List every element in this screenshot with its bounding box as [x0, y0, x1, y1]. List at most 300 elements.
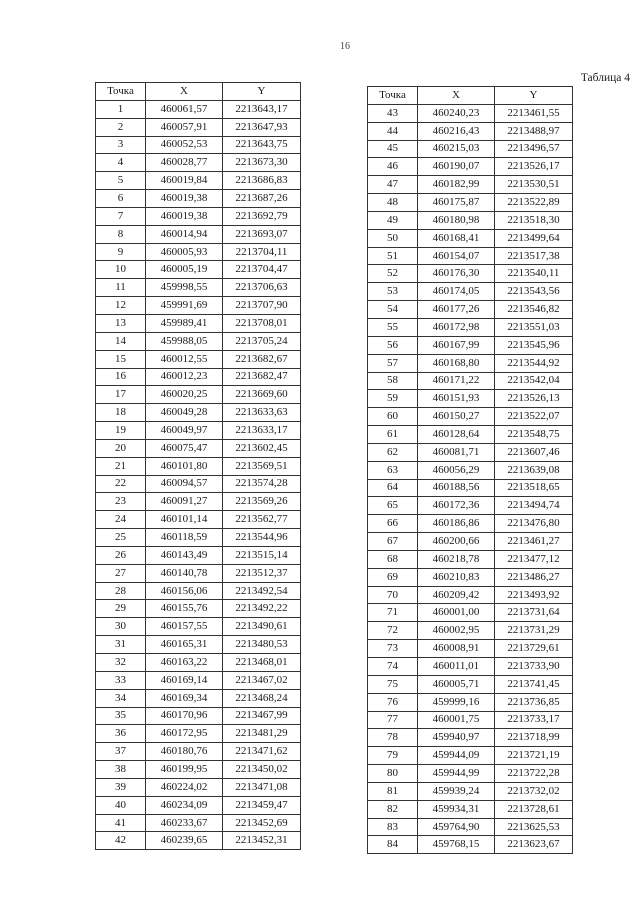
- x-cell: 460012,23: [146, 368, 223, 386]
- table-row: [96, 725, 301, 743]
- x-cell: 459999,16: [418, 693, 495, 711]
- y-cell: 2213704,47: [223, 261, 301, 279]
- x-cell: 460049,28: [146, 404, 223, 422]
- point-cell: 76: [368, 693, 418, 711]
- point-cell: 46: [368, 158, 418, 176]
- y-cell: 2213643,17: [223, 100, 301, 118]
- y-cell: 2213518,65: [495, 479, 573, 497]
- y-cell: 2213522,07: [495, 408, 573, 426]
- table-row: [96, 832, 301, 850]
- x-cell: 460101,80: [146, 457, 223, 475]
- x-cell: 460143,49: [146, 546, 223, 564]
- y-cell: 2213721,19: [495, 747, 573, 765]
- table-row: [368, 782, 573, 800]
- x-cell: 460188,56: [418, 479, 495, 497]
- x-cell: 460001,75: [418, 711, 495, 729]
- x-cell: 460199,95: [146, 761, 223, 779]
- y-cell: 2213729,61: [495, 640, 573, 658]
- table-row: [96, 707, 301, 725]
- y-cell: 2213515,14: [223, 546, 301, 564]
- x-cell: 460061,57: [146, 100, 223, 118]
- point-cell: 53: [368, 283, 418, 301]
- point-cell: 20: [96, 439, 146, 457]
- y-cell: 2213452,69: [223, 814, 301, 832]
- y-cell: 2213480,53: [223, 636, 301, 654]
- table-row: [368, 765, 573, 783]
- x-cell: 460239,65: [146, 832, 223, 850]
- coordinates-table-left: [95, 82, 301, 850]
- x-cell: 460186,86: [418, 515, 495, 533]
- y-cell: 2213490,61: [223, 618, 301, 636]
- x-cell: 460019,38: [146, 190, 223, 208]
- table-row: [96, 618, 301, 636]
- point-cell: 68: [368, 550, 418, 568]
- y-cell: 2213707,90: [223, 297, 301, 315]
- header-y: Y: [495, 87, 573, 105]
- point-cell: 81: [368, 782, 418, 800]
- table-row: [96, 297, 301, 315]
- point-cell: 57: [368, 354, 418, 372]
- x-cell: 460150,27: [418, 408, 495, 426]
- point-cell: 61: [368, 426, 418, 444]
- point-cell: 67: [368, 533, 418, 551]
- point-cell: 84: [368, 836, 418, 854]
- x-cell: 460156,06: [146, 582, 223, 600]
- x-cell: 460118,59: [146, 529, 223, 547]
- y-cell: 2213718,99: [495, 729, 573, 747]
- x-cell: 460101,14: [146, 511, 223, 529]
- y-cell: 2213733,17: [495, 711, 573, 729]
- point-cell: 71: [368, 604, 418, 622]
- y-cell: 2213492,54: [223, 582, 301, 600]
- point-cell: 58: [368, 372, 418, 390]
- table-row: [368, 533, 573, 551]
- point-cell: 10: [96, 261, 146, 279]
- point-cell: 64: [368, 479, 418, 497]
- x-cell: 460151,93: [418, 390, 495, 408]
- table-row: [368, 336, 573, 354]
- point-cell: 82: [368, 800, 418, 818]
- point-cell: 79: [368, 747, 418, 765]
- table-header-row: [96, 83, 301, 101]
- x-cell: 459988,05: [146, 332, 223, 350]
- x-cell: 460224,02: [146, 778, 223, 796]
- point-cell: 22: [96, 475, 146, 493]
- x-cell: 460157,55: [146, 618, 223, 636]
- point-cell: 7: [96, 207, 146, 225]
- y-cell: 2213540,11: [495, 265, 573, 283]
- y-cell: 2213526,17: [495, 158, 573, 176]
- table-row: [368, 247, 573, 265]
- point-cell: 17: [96, 386, 146, 404]
- x-cell: 460001,00: [418, 604, 495, 622]
- table-row: [96, 475, 301, 493]
- x-cell: 459944,99: [418, 765, 495, 783]
- table-row: [368, 104, 573, 122]
- point-cell: 24: [96, 511, 146, 529]
- x-cell: 459939,24: [418, 782, 495, 800]
- y-cell: 2213669,60: [223, 386, 301, 404]
- x-cell: 460174,05: [418, 283, 495, 301]
- y-cell: 2213459,47: [223, 796, 301, 814]
- table-row: [368, 658, 573, 676]
- x-cell: 460002,95: [418, 622, 495, 640]
- point-cell: 3: [96, 136, 146, 154]
- y-cell: 2213548,75: [495, 426, 573, 444]
- table-row: [96, 386, 301, 404]
- y-cell: 2213633,63: [223, 404, 301, 422]
- table-row: [368, 318, 573, 336]
- table-row: [368, 640, 573, 658]
- point-cell: 78: [368, 729, 418, 747]
- table-row: [368, 818, 573, 836]
- x-cell: 459998,55: [146, 279, 223, 297]
- x-cell: 459768,15: [418, 836, 495, 854]
- table-row: [368, 426, 573, 444]
- table-row: [96, 778, 301, 796]
- y-cell: 2213545,96: [495, 336, 573, 354]
- table-row: [96, 118, 301, 136]
- x-cell: 460180,98: [418, 211, 495, 229]
- table-header-row: [368, 87, 573, 105]
- x-cell: 460014,94: [146, 225, 223, 243]
- table-row: [96, 796, 301, 814]
- x-cell: 460216,43: [418, 122, 495, 140]
- y-cell: 2213673,30: [223, 154, 301, 172]
- x-cell: 459764,90: [418, 818, 495, 836]
- table-row: [96, 350, 301, 368]
- table-row: [96, 761, 301, 779]
- y-cell: 2213522,89: [495, 194, 573, 212]
- table-row: [368, 675, 573, 693]
- table-row: [96, 636, 301, 654]
- y-cell: 2213732,02: [495, 782, 573, 800]
- y-cell: 2213471,08: [223, 778, 301, 796]
- table-row: [368, 229, 573, 247]
- table-row: [96, 332, 301, 350]
- x-cell: 460172,98: [418, 318, 495, 336]
- table-row: [96, 261, 301, 279]
- header-x: X: [146, 83, 223, 101]
- y-cell: 2213693,07: [223, 225, 301, 243]
- x-cell: 460172,95: [146, 725, 223, 743]
- x-cell: 460182,99: [418, 176, 495, 194]
- header-y: Y: [223, 83, 301, 101]
- point-cell: 74: [368, 658, 418, 676]
- y-cell: 2213574,28: [223, 475, 301, 493]
- y-cell: 2213543,56: [495, 283, 573, 301]
- x-cell: 460168,41: [418, 229, 495, 247]
- table-row: [368, 479, 573, 497]
- y-cell: 2213705,24: [223, 332, 301, 350]
- point-cell: 35: [96, 707, 146, 725]
- point-cell: 50: [368, 229, 418, 247]
- x-cell: 460209,42: [418, 586, 495, 604]
- table-row: [96, 225, 301, 243]
- point-cell: 21: [96, 457, 146, 475]
- y-cell: 2213461,55: [495, 104, 573, 122]
- point-cell: 12: [96, 297, 146, 315]
- y-cell: 2213544,92: [495, 354, 573, 372]
- header-x: X: [418, 87, 495, 105]
- x-cell: 460200,66: [418, 533, 495, 551]
- x-cell: 460028,77: [146, 154, 223, 172]
- table-row: [96, 243, 301, 261]
- point-cell: 19: [96, 422, 146, 440]
- point-cell: 31: [96, 636, 146, 654]
- table-row: [96, 279, 301, 297]
- x-cell: 460210,83: [418, 568, 495, 586]
- x-cell: 460163,22: [146, 654, 223, 672]
- table-row: [96, 457, 301, 475]
- y-cell: 2213517,38: [495, 247, 573, 265]
- y-cell: 2213569,26: [223, 493, 301, 511]
- table-row: [96, 493, 301, 511]
- table-row: [96, 600, 301, 618]
- y-cell: 2213687,26: [223, 190, 301, 208]
- x-cell: 460190,07: [418, 158, 495, 176]
- table-row: [368, 497, 573, 515]
- point-cell: 2: [96, 118, 146, 136]
- point-cell: 65: [368, 497, 418, 515]
- point-cell: 1: [96, 100, 146, 118]
- y-cell: 2213704,11: [223, 243, 301, 261]
- table-row: [368, 443, 573, 461]
- y-cell: 2213647,93: [223, 118, 301, 136]
- point-cell: 34: [96, 689, 146, 707]
- point-cell: 6: [96, 190, 146, 208]
- table-row: [368, 622, 573, 640]
- x-cell: 460168,80: [418, 354, 495, 372]
- y-cell: 2213551,03: [495, 318, 573, 336]
- point-cell: 23: [96, 493, 146, 511]
- table-row: [96, 671, 301, 689]
- y-cell: 2213733,90: [495, 658, 573, 676]
- x-cell: 459934,31: [418, 800, 495, 818]
- table-row: [96, 743, 301, 761]
- point-cell: 77: [368, 711, 418, 729]
- y-cell: 2213496,57: [495, 140, 573, 158]
- x-cell: 460052,53: [146, 136, 223, 154]
- y-cell: 2213467,02: [223, 671, 301, 689]
- y-cell: 2213512,37: [223, 564, 301, 582]
- table-row: [96, 422, 301, 440]
- point-cell: 14: [96, 332, 146, 350]
- x-cell: 460057,91: [146, 118, 223, 136]
- y-cell: 2213530,51: [495, 176, 573, 194]
- table-row: [96, 136, 301, 154]
- point-cell: 69: [368, 568, 418, 586]
- table-row: [368, 711, 573, 729]
- table-row: [368, 515, 573, 533]
- x-cell: 460240,23: [418, 104, 495, 122]
- table-row: [368, 176, 573, 194]
- point-cell: 66: [368, 515, 418, 533]
- y-cell: 2213476,80: [495, 515, 573, 533]
- point-cell: 26: [96, 546, 146, 564]
- y-cell: 2213467,99: [223, 707, 301, 725]
- y-cell: 2213682,47: [223, 368, 301, 386]
- table-row: [96, 529, 301, 547]
- x-cell: 460005,71: [418, 675, 495, 693]
- point-cell: 51: [368, 247, 418, 265]
- x-cell: 460081,71: [418, 443, 495, 461]
- table-row: [368, 586, 573, 604]
- y-cell: 2213731,29: [495, 622, 573, 640]
- point-cell: 47: [368, 176, 418, 194]
- table-row: [96, 689, 301, 707]
- point-cell: 63: [368, 461, 418, 479]
- table-row: [96, 314, 301, 332]
- x-cell: 459940,97: [418, 729, 495, 747]
- y-cell: 2213736,85: [495, 693, 573, 711]
- point-cell: 42: [96, 832, 146, 850]
- y-cell: 2213468,24: [223, 689, 301, 707]
- table-row: [368, 390, 573, 408]
- point-cell: 25: [96, 529, 146, 547]
- header-point: Точка: [96, 83, 146, 101]
- table-row: [368, 800, 573, 818]
- y-cell: 2213518,30: [495, 211, 573, 229]
- x-cell: 460218,78: [418, 550, 495, 568]
- point-cell: 72: [368, 622, 418, 640]
- table-row: [368, 461, 573, 479]
- table-body-right: [368, 104, 573, 853]
- x-cell: 460075,47: [146, 439, 223, 457]
- table-row: [368, 194, 573, 212]
- x-cell: 460170,96: [146, 707, 223, 725]
- y-cell: 2213562,77: [223, 511, 301, 529]
- y-cell: 2213643,75: [223, 136, 301, 154]
- x-cell: 460175,87: [418, 194, 495, 212]
- x-cell: 460154,07: [418, 247, 495, 265]
- point-cell: 11: [96, 279, 146, 297]
- x-cell: 460019,84: [146, 172, 223, 190]
- y-cell: 2213569,51: [223, 457, 301, 475]
- x-cell: 460011,01: [418, 658, 495, 676]
- point-cell: 28: [96, 582, 146, 600]
- y-cell: 2213623,67: [495, 836, 573, 854]
- table-row: [368, 568, 573, 586]
- y-cell: 2213477,12: [495, 550, 573, 568]
- x-cell: 459991,69: [146, 297, 223, 315]
- point-cell: 83: [368, 818, 418, 836]
- y-cell: 2213692,79: [223, 207, 301, 225]
- x-cell: 460094,57: [146, 475, 223, 493]
- y-cell: 2213731,64: [495, 604, 573, 622]
- x-cell: 459944,09: [418, 747, 495, 765]
- point-cell: 36: [96, 725, 146, 743]
- point-cell: 18: [96, 404, 146, 422]
- x-cell: 460165,31: [146, 636, 223, 654]
- table-row: [368, 550, 573, 568]
- point-cell: 30: [96, 618, 146, 636]
- y-cell: 2213607,46: [495, 443, 573, 461]
- point-cell: 80: [368, 765, 418, 783]
- x-cell: 460215,03: [418, 140, 495, 158]
- point-cell: 55: [368, 318, 418, 336]
- table-row: [96, 582, 301, 600]
- table-row: [368, 372, 573, 390]
- table-row: [368, 140, 573, 158]
- point-cell: 37: [96, 743, 146, 761]
- y-cell: 2213488,97: [495, 122, 573, 140]
- point-cell: 27: [96, 564, 146, 582]
- point-cell: 13: [96, 314, 146, 332]
- x-cell: 460172,36: [418, 497, 495, 515]
- point-cell: 44: [368, 122, 418, 140]
- x-cell: 460128,64: [418, 426, 495, 444]
- x-cell: 460155,76: [146, 600, 223, 618]
- table-row: [96, 404, 301, 422]
- y-cell: 2213722,28: [495, 765, 573, 783]
- point-cell: 32: [96, 654, 146, 672]
- table-row: [96, 814, 301, 832]
- table-row: [368, 836, 573, 854]
- point-cell: 62: [368, 443, 418, 461]
- y-cell: 2213481,29: [223, 725, 301, 743]
- x-cell: 460167,99: [418, 336, 495, 354]
- table-row: [96, 564, 301, 582]
- table-caption: Таблица 4: [580, 72, 630, 84]
- point-cell: 59: [368, 390, 418, 408]
- point-cell: 9: [96, 243, 146, 261]
- y-cell: 2213546,82: [495, 301, 573, 319]
- point-cell: 56: [368, 336, 418, 354]
- y-cell: 2213493,92: [495, 586, 573, 604]
- y-cell: 2213492,22: [223, 600, 301, 618]
- y-cell: 2213639,08: [495, 461, 573, 479]
- y-cell: 2213526,13: [495, 390, 573, 408]
- x-cell: 460169,14: [146, 671, 223, 689]
- y-cell: 2213542,04: [495, 372, 573, 390]
- y-cell: 2213741,45: [495, 675, 573, 693]
- x-cell: 460234,09: [146, 796, 223, 814]
- y-cell: 2213728,61: [495, 800, 573, 818]
- table-row: [96, 190, 301, 208]
- y-cell: 2213708,01: [223, 314, 301, 332]
- point-cell: 39: [96, 778, 146, 796]
- table-row: [96, 207, 301, 225]
- x-cell: 460008,91: [418, 640, 495, 658]
- table-row: [96, 154, 301, 172]
- table-row: [368, 604, 573, 622]
- x-cell: 460019,38: [146, 207, 223, 225]
- point-cell: 40: [96, 796, 146, 814]
- table-row: [368, 211, 573, 229]
- table-row: [368, 158, 573, 176]
- table-body-left: [96, 100, 301, 849]
- y-cell: 2213450,02: [223, 761, 301, 779]
- point-cell: 43: [368, 104, 418, 122]
- table-row: [368, 122, 573, 140]
- y-cell: 2213452,31: [223, 832, 301, 850]
- y-cell: 2213682,67: [223, 350, 301, 368]
- x-cell: 460171,22: [418, 372, 495, 390]
- y-cell: 2213602,45: [223, 439, 301, 457]
- point-cell: 5: [96, 172, 146, 190]
- header-point: Точка: [368, 87, 418, 105]
- table-row: [368, 408, 573, 426]
- x-cell: 460005,93: [146, 243, 223, 261]
- x-cell: 460005,19: [146, 261, 223, 279]
- x-cell: 460056,29: [418, 461, 495, 479]
- table-row: [368, 301, 573, 319]
- point-cell: 70: [368, 586, 418, 604]
- table-row: [368, 354, 573, 372]
- table-row: [96, 368, 301, 386]
- point-cell: 60: [368, 408, 418, 426]
